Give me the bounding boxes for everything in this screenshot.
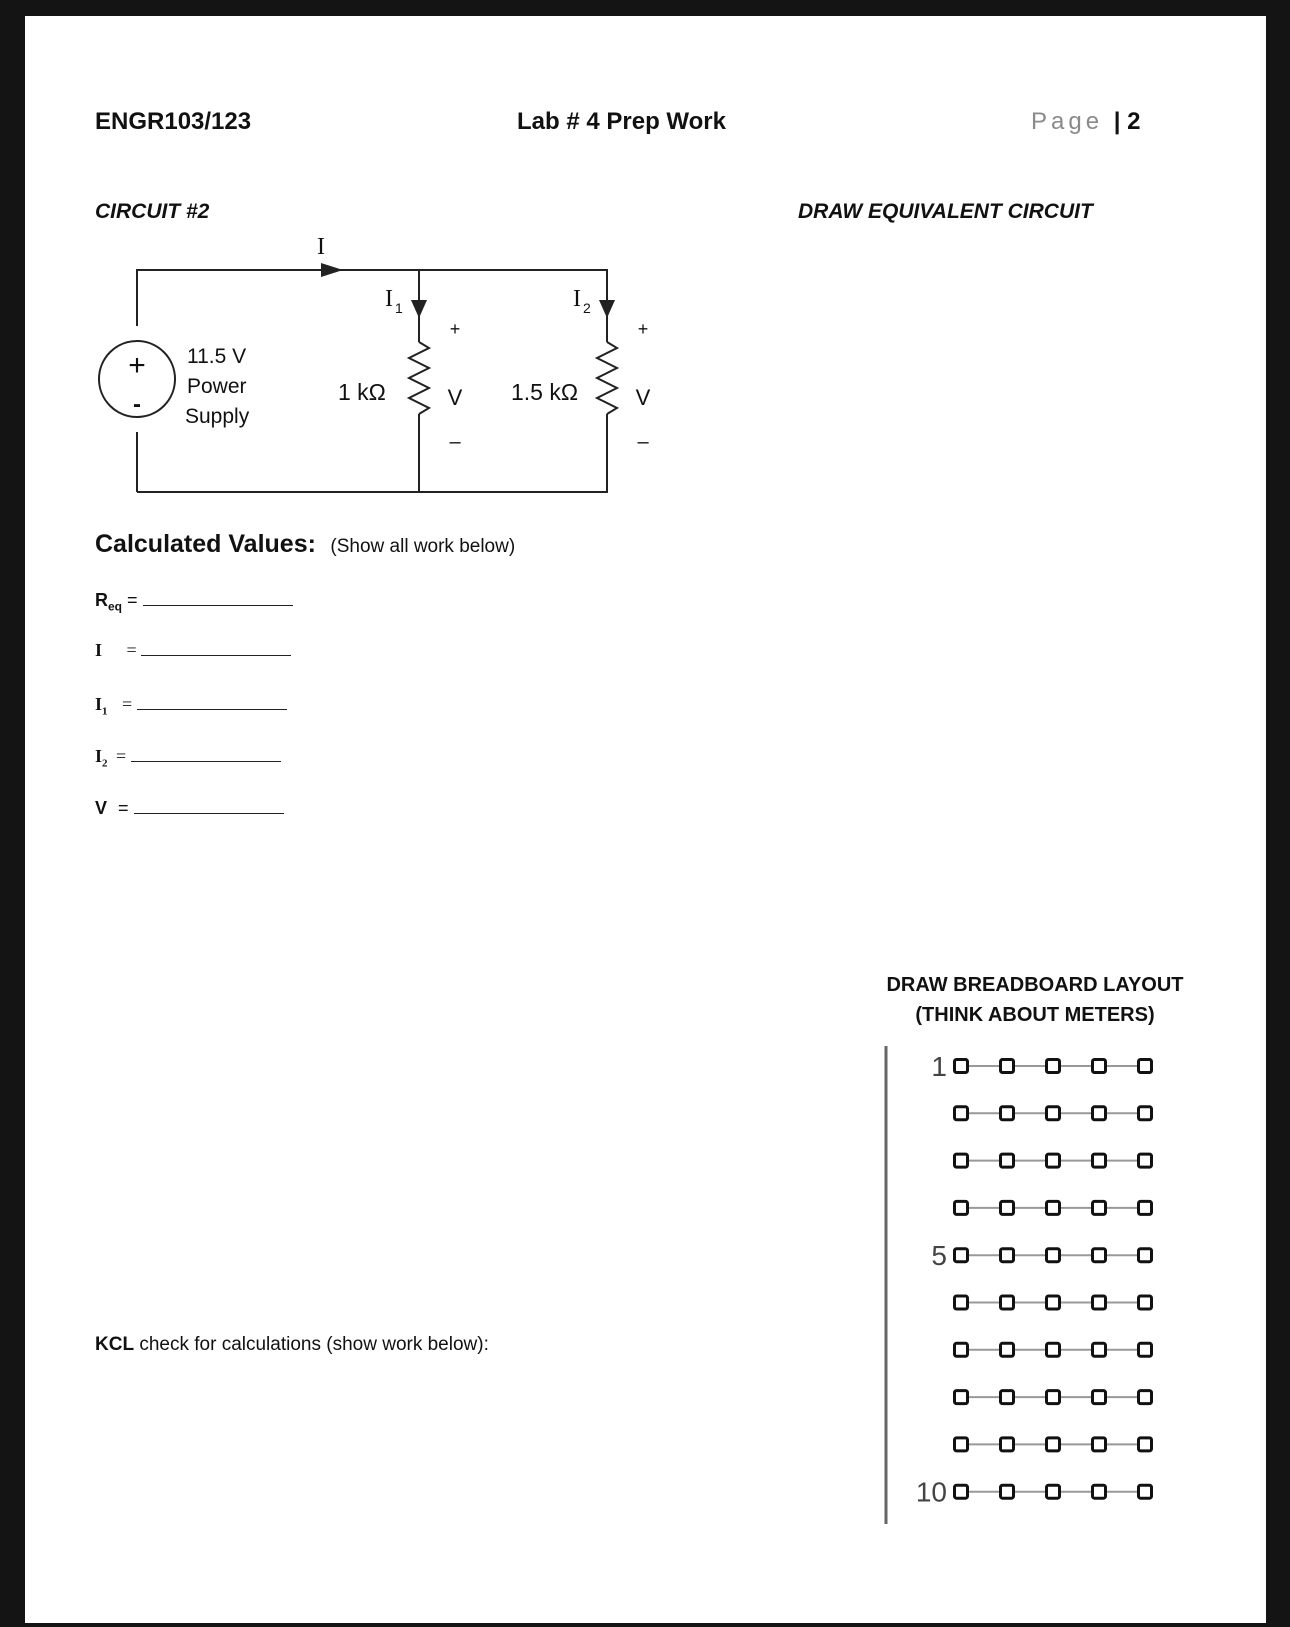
breadboard-hole[interactable]	[1139, 1485, 1152, 1498]
breadboard-hole[interactable]	[1093, 1343, 1106, 1356]
v2-minus: –	[637, 431, 649, 453]
kcl-bold: KCL	[95, 1334, 135, 1355]
answer-equals: =	[126, 640, 137, 660]
page-word: Page	[1031, 108, 1104, 135]
source-minus: -	[133, 391, 141, 418]
breadboard-hole[interactable]	[1001, 1438, 1014, 1451]
breadboard-hole[interactable]	[1047, 1438, 1060, 1451]
source-voltage: 11.5 V	[187, 345, 247, 368]
breadboard-hole[interactable]	[1047, 1343, 1060, 1356]
answer-symbol: V	[95, 798, 108, 818]
wire-top	[137, 270, 607, 326]
page-separator: |	[1113, 108, 1121, 135]
breadboard-hole[interactable]	[1047, 1154, 1060, 1167]
breadboard-hole[interactable]	[1093, 1201, 1106, 1214]
current-label-1-sub: 1	[395, 300, 403, 316]
source-plus: +	[128, 349, 146, 382]
breadboard-hole[interactable]	[1001, 1343, 1014, 1356]
breadboard-row-label: 10	[915, 1476, 947, 1508]
breadboard-hole[interactable]	[1001, 1154, 1014, 1167]
breadboard-hole[interactable]	[1047, 1201, 1060, 1214]
circuit-label: CIRCUIT #2	[95, 200, 210, 223]
answer-blank-i2[interactable]	[131, 747, 281, 762]
calculated-heading: Calculated Values:	[95, 530, 316, 558]
answer-row-i1	[95, 694, 287, 718]
breadboard-hole[interactable]	[955, 1438, 968, 1451]
answer-equals: =	[122, 694, 133, 714]
answer-row-req	[95, 590, 293, 614]
breadboard-title-line2: (THINK ABOUT METERS)	[915, 1004, 1155, 1026]
page-number: 2	[1127, 108, 1141, 135]
resistor-1-label: 1 kΩ	[338, 379, 386, 405]
breadboard-hole[interactable]	[1139, 1391, 1152, 1404]
breadboard-hole[interactable]	[955, 1343, 968, 1356]
answer-blank-v[interactable]	[134, 799, 284, 814]
breadboard-hole[interactable]	[1001, 1391, 1014, 1404]
answer-subscript: eq	[108, 599, 123, 614]
breadboard-hole[interactable]	[1047, 1296, 1060, 1309]
breadboard-title-line1: DRAW BREADBOARD LAYOUT	[886, 974, 1184, 996]
breadboard-row-label: 5	[931, 1240, 947, 1272]
breadboard-hole[interactable]	[1047, 1107, 1060, 1120]
answer-row-v	[95, 798, 284, 819]
answer-subscript: 2	[102, 757, 108, 770]
breadboard-hole[interactable]	[1139, 1060, 1152, 1073]
breadboard-hole[interactable]	[1001, 1107, 1014, 1120]
v2-label: V	[635, 385, 651, 410]
answer-blank-i[interactable]	[141, 641, 291, 656]
breadboard-hole[interactable]	[1001, 1249, 1014, 1262]
breadboard-hole[interactable]	[1047, 1060, 1060, 1073]
document-title: Lab # 4 Prep Work	[517, 108, 726, 135]
calculated-note: (Show all work below)	[330, 536, 516, 557]
breadboard-hole[interactable]	[1001, 1485, 1014, 1498]
breadboard-hole[interactable]	[1139, 1107, 1152, 1120]
resistor-1	[409, 342, 429, 414]
source-label-supply: Supply	[185, 405, 250, 428]
current-label-2: I	[573, 286, 581, 312]
breadboard-hole[interactable]	[1139, 1201, 1152, 1214]
answer-blank-req[interactable]	[143, 591, 293, 606]
answer-blank-i1[interactable]	[137, 695, 287, 710]
breadboard-hole[interactable]	[955, 1060, 968, 1073]
breadboard-hole[interactable]	[1093, 1391, 1106, 1404]
breadboard-hole[interactable]	[1139, 1343, 1152, 1356]
breadboard-hole[interactable]	[1093, 1485, 1106, 1498]
circuit-diagram	[25, 16, 725, 536]
breadboard-hole[interactable]	[955, 1201, 968, 1214]
breadboard-hole[interactable]	[1139, 1438, 1152, 1451]
breadboard-title	[870, 970, 1200, 1030]
current-arrow-2	[599, 300, 615, 318]
v1-label: V	[447, 385, 463, 410]
current-label-1: I	[385, 286, 393, 312]
current-arrow-main	[321, 263, 343, 277]
kcl-line	[95, 1334, 489, 1356]
breadboard-hole[interactable]	[1093, 1060, 1106, 1073]
breadboard-hole[interactable]	[955, 1391, 968, 1404]
answer-row-i	[95, 640, 291, 661]
breadboard-hole[interactable]	[1093, 1438, 1106, 1451]
answer-symbol: R	[95, 590, 108, 610]
breadboard-hole[interactable]	[1047, 1485, 1060, 1498]
calculated-heading-row	[95, 530, 515, 559]
page-indicator	[1031, 108, 1140, 136]
breadboard-hole[interactable]	[1139, 1154, 1152, 1167]
source-label-power: Power	[187, 375, 247, 398]
breadboard-hole[interactable]	[955, 1249, 968, 1262]
v2-plus: +	[637, 319, 649, 339]
answer-symbol: I	[95, 746, 103, 766]
breadboard-row-label: 1	[931, 1051, 947, 1082]
breadboard-hole[interactable]	[1093, 1296, 1106, 1309]
course-code: ENGR103/123	[95, 108, 252, 135]
answer-equals: =	[118, 798, 129, 818]
kcl-text: check for calculations (show work below):	[134, 1334, 489, 1355]
breadboard-hole[interactable]	[1001, 1060, 1014, 1073]
equivalent-circuit-label: DRAW EQUIVALENT CIRCUIT	[798, 200, 1093, 223]
breadboard-hole[interactable]	[1139, 1249, 1152, 1262]
document-page	[25, 16, 1266, 1623]
current-label-2-sub: 2	[583, 300, 591, 316]
breadboard-hole[interactable]	[955, 1107, 968, 1120]
breadboard-hole[interactable]	[1001, 1296, 1014, 1309]
current-arrow-1	[411, 300, 427, 318]
breadboard-hole[interactable]	[1047, 1391, 1060, 1404]
breadboard-hole[interactable]	[1093, 1154, 1106, 1167]
answer-symbol: I	[95, 640, 103, 660]
v1-minus: –	[449, 431, 461, 453]
breadboard-hole[interactable]	[1093, 1249, 1106, 1262]
breadboard-grid	[875, 1046, 1175, 1536]
resistor-2	[597, 342, 617, 414]
answer-equals: =	[116, 746, 127, 766]
breadboard-hole[interactable]	[1093, 1107, 1106, 1120]
answer-subscript: 1	[102, 705, 108, 718]
breadboard-hole[interactable]	[1139, 1296, 1152, 1309]
answer-symbol: I	[95, 694, 103, 714]
breadboard-hole[interactable]	[955, 1154, 968, 1167]
resistor-2-label: 1.5 kΩ	[511, 379, 579, 405]
v1-plus: +	[449, 319, 461, 339]
answer-row-i2	[95, 746, 281, 770]
current-label-main: I	[317, 234, 325, 260]
breadboard-hole[interactable]	[1047, 1249, 1060, 1262]
breadboard-hole[interactable]	[1001, 1201, 1014, 1214]
answer-equals: =	[127, 590, 138, 610]
breadboard-hole[interactable]	[955, 1296, 968, 1309]
wire-bottom	[137, 439, 607, 492]
breadboard-hole[interactable]	[955, 1485, 968, 1498]
